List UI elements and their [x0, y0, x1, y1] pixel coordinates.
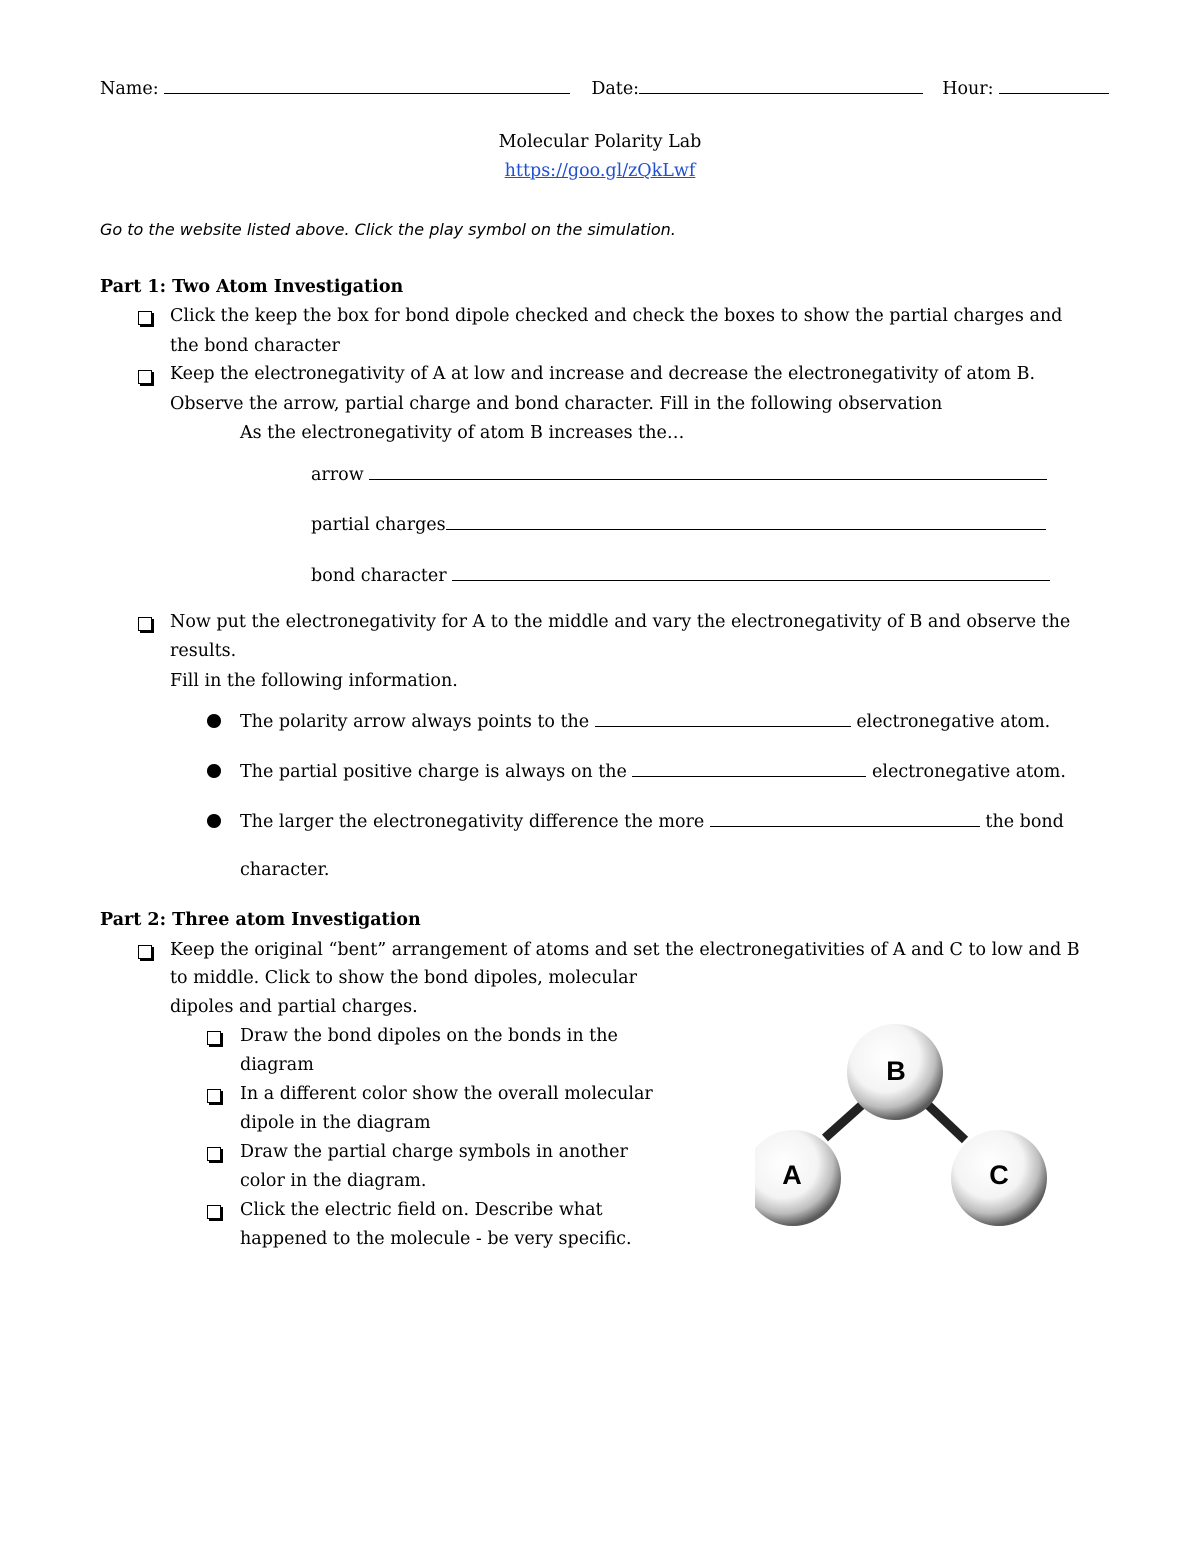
- checkbox-icon[interactable]: [138, 945, 152, 959]
- part2-sub3-line2: color in the diagram.: [240, 1171, 427, 1191]
- obs-arrow-row: [311, 461, 1047, 485]
- atom-a-label: A: [782, 1160, 802, 1190]
- part1-item3-line2: results.: [170, 641, 237, 661]
- part2-sub4-line1: Click the electric field on. Describe what: [240, 1200, 603, 1220]
- part2-sub2-line2: dipole in the diagram: [240, 1113, 431, 1133]
- bullet3-row: [240, 808, 1064, 832]
- checkbox-icon[interactable]: [207, 1205, 221, 1219]
- part1-item1-line1: Click the keep the box for bond dipole checked and check the boxes to show the partial charges and: [170, 306, 1063, 326]
- hour-label: Hour:: [942, 79, 994, 99]
- obs-partial-blank[interactable]: [446, 511, 1046, 530]
- part2-item1-line1: Keep the original “bent” arrangement of atoms and set the electronegativities of A and C to low and B: [170, 940, 1080, 960]
- date-label: Date:: [591, 79, 640, 99]
- date-blank[interactable]: [639, 75, 923, 94]
- part2-item1-line2: to middle. Click to show the bond dipoles, molecular: [170, 968, 637, 988]
- bond-bc: [927, 1104, 965, 1140]
- atom-c-label: C: [989, 1160, 1009, 1190]
- bullet2-text-b: electronegative atom.: [872, 762, 1066, 782]
- obs-bond-row: [311, 562, 1050, 586]
- obs-arrow-label: arrow: [311, 465, 364, 485]
- bullet1-row: [240, 708, 1050, 732]
- bullet3-text-b: the bond: [985, 812, 1064, 832]
- part1-item1-line2: the bond character: [170, 336, 340, 356]
- obs-bond-label: bond character: [311, 566, 447, 586]
- checkbox-icon[interactable]: [138, 311, 152, 325]
- obs-arrow-blank[interactable]: [369, 461, 1047, 480]
- part1-item3-line3: Fill in the following information.: [170, 671, 458, 691]
- bullet-icon: [207, 764, 221, 778]
- obs-partial-row: [311, 511, 1046, 535]
- bullet-icon: [207, 814, 221, 828]
- part2-item1-line3: dipoles and partial charges.: [170, 997, 418, 1017]
- checkbox-icon[interactable]: [138, 370, 152, 384]
- part2-sub3-line1: Draw the partial charge symbols in another: [240, 1142, 628, 1162]
- part2-sub1-line2: diagram: [240, 1055, 314, 1075]
- bond-ab: [825, 1104, 863, 1138]
- part2-sub1-line1: Draw the bond dipoles on the bonds in the: [240, 1026, 618, 1046]
- name-label: Name:: [100, 79, 159, 99]
- part1-item3-line1: Now put the electronegativity for A to the middle and vary the electronegativity of B and observe the: [170, 612, 1071, 632]
- part2-heading: Part 2: Three atom Investigation: [100, 910, 421, 930]
- name-blank[interactable]: [164, 75, 570, 94]
- hour-blank[interactable]: [999, 75, 1109, 94]
- part2-sub2-line1: In a different color show the overall molecular: [240, 1084, 653, 1104]
- checkbox-icon[interactable]: [207, 1031, 221, 1045]
- instructions: Go to the website listed above. Click the play symbol on the simulation.: [100, 220, 676, 239]
- checkbox-icon[interactable]: [207, 1089, 221, 1103]
- observation-intro: As the electronegativity of atom B increases the…: [240, 423, 685, 443]
- bullet-icon: [207, 714, 221, 728]
- simulation-link[interactable]: https://goo.gl/zQkLwf: [504, 161, 696, 181]
- bullet1-text-b: electronegative atom.: [856, 712, 1051, 732]
- part2-sub4-line2: happened to the molecule - be very specific.: [240, 1229, 632, 1249]
- bullet3-blank[interactable]: [710, 808, 980, 827]
- bullet2-row: [240, 758, 1066, 782]
- molecule-diagram: [755, 1020, 1055, 1230]
- checkbox-icon[interactable]: [138, 617, 152, 631]
- page-title: Molecular Polarity Lab: [498, 132, 702, 152]
- header-row: [100, 75, 1109, 99]
- part1-item2-line2: Observe the arrow, partial charge and bond character. Fill in the following observation: [170, 394, 943, 414]
- part1-item2-line1: Keep the electronegativity of A at low and increase and decrease the electronegativity of atom B.: [170, 364, 1036, 384]
- atom-b-label: B: [886, 1056, 906, 1086]
- bullet2-blank[interactable]: [632, 758, 866, 777]
- bullet2-text-a: The partial positive charge is always on the: [240, 762, 627, 782]
- bullet1-blank[interactable]: [595, 708, 851, 727]
- bullet3-text-c: character.: [240, 860, 330, 880]
- bullet1-text-a: The polarity arrow always points to the: [240, 712, 590, 732]
- bullet3-text-a: The larger the electronegativity difference the more: [240, 812, 705, 832]
- obs-partial-label: partial charges: [311, 515, 446, 535]
- checkbox-icon[interactable]: [207, 1147, 221, 1161]
- part1-heading: Part 1: Two Atom Investigation: [100, 277, 404, 297]
- obs-bond-blank[interactable]: [452, 562, 1050, 581]
